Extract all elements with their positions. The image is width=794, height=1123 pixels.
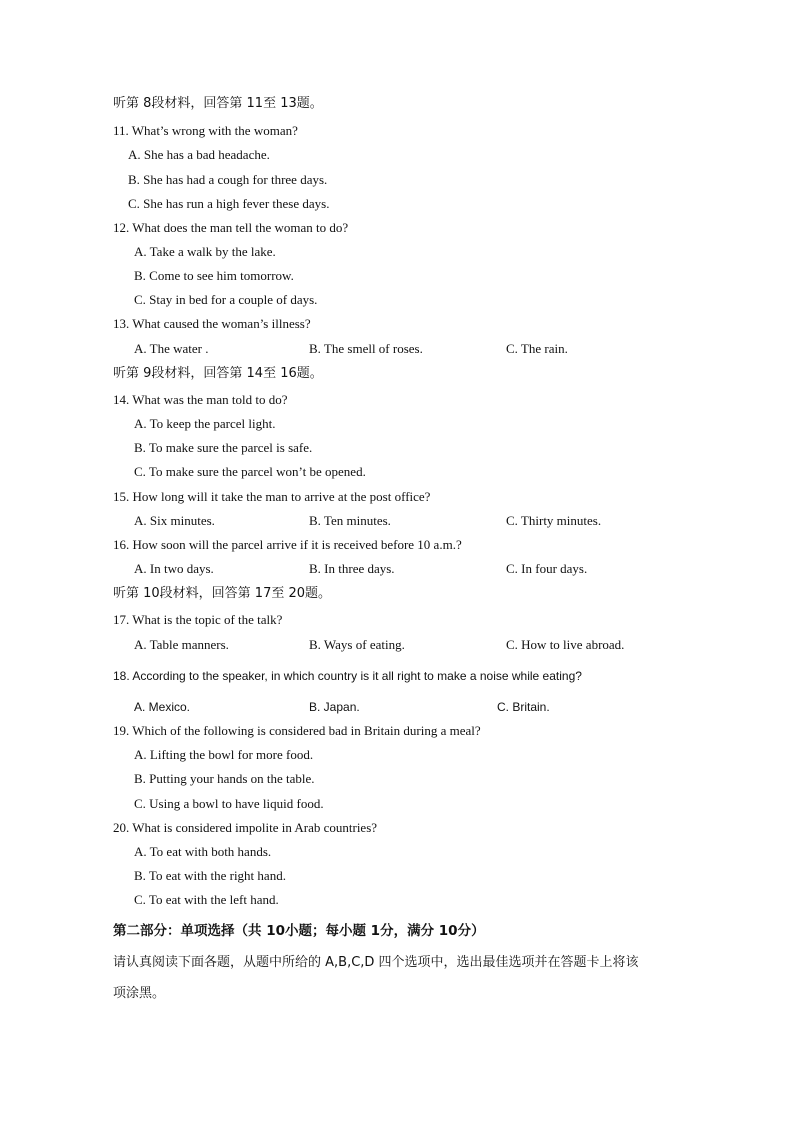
q11-option-a: A. She has a bad headache. — [128, 147, 270, 162]
q13-option-a: A. The water . — [134, 341, 209, 356]
section-header-8: 听第 8段材料，回答第 11至 13题。 — [113, 96, 323, 111]
q18-option-c: C. Britain. — [497, 700, 550, 714]
q12-option-c: C. Stay in bed for a couple of days. — [134, 292, 318, 307]
part2-instruction-line2: 项涂黑。 — [113, 986, 166, 1001]
section-header-10: 听第 10段材料，回答第 17至 20题。 — [113, 586, 332, 601]
q14-option-b: B. To make sure the parcel is safe. — [134, 440, 313, 455]
q16-option-a: A. In two days. — [134, 561, 214, 576]
question-12: 12. What does the man tell the woman to do? — [113, 220, 349, 235]
q11-option-b: B. She has had a cough for three days. — [128, 172, 328, 187]
q18-option-a: A. Mexico. — [134, 700, 191, 714]
question-20: 20. What is considered impolite in Arab countries? — [113, 820, 378, 835]
question-13: 13. What caused the woman’s illness? — [113, 316, 311, 331]
q14-option-c: C. To make sure the parcel won’t be opened. — [134, 464, 366, 479]
q19-option-a: A. Lifting the bowl for more food. — [134, 747, 314, 762]
q19-option-b: B. Putting your hands on the table. — [134, 771, 315, 786]
q12-option-a: A. Take a walk by the lake. — [134, 244, 276, 259]
q15-option-b: B. Ten minutes. — [309, 513, 391, 528]
question-16: 16. How soon will the parcel arrive if it is received before 10 a.m.? — [113, 537, 462, 552]
part2-instruction-line1: 请认真阅读下面各题，从题中所给的 A,B,C,D 四个选项中，选出最佳选项并在答题卡上将该 — [113, 955, 639, 970]
question-18: 18. According to the speaker, in which country is it all right to make a noise while eating? — [113, 669, 582, 683]
question-19: 19. Which of the following is considered bad in Britain during a meal? — [113, 723, 481, 738]
question-11: 11. What’s wrong with the woman? — [113, 123, 298, 138]
q11-option-c: C. She has run a high fever these days. — [128, 196, 330, 211]
q17-option-c: C. How to live abroad. — [506, 637, 625, 652]
q20-option-a: A. To eat with both hands. — [134, 844, 272, 859]
q17-option-a: A. Table manners. — [134, 637, 229, 652]
q14-option-a: A. To keep the parcel light. — [134, 416, 276, 431]
q13-option-c: C. The rain. — [506, 341, 568, 356]
question-14: 14. What was the man told to do? — [113, 392, 288, 407]
q18-option-b: B. Japan. — [309, 700, 360, 714]
q17-option-b: B. Ways of eating. — [309, 637, 405, 652]
section-header-9: 听第 9段材料，回答第 14至 16题。 — [113, 366, 323, 381]
q16-option-b: B. In three days. — [309, 561, 395, 576]
q15-option-c: C. Thirty minutes. — [506, 513, 602, 528]
question-17: 17. What is the topic of the talk? — [113, 612, 283, 627]
q15-option-a: A. Six minutes. — [134, 513, 215, 528]
q19-option-c: C. Using a bowl to have liquid food. — [134, 796, 324, 811]
part2-title: 第二部分：单项选择（共 10小题；每小题 1分，满分 10分） — [113, 923, 485, 939]
question-15: 15. How long will it take the man to arrive at the post office? — [113, 489, 431, 504]
q13-option-b: B. The smell of roses. — [309, 341, 423, 356]
q20-option-b: B. To eat with the right hand. — [134, 868, 286, 883]
q20-option-c: C. To eat with the left hand. — [134, 892, 279, 907]
q16-option-c: C. In four days. — [506, 561, 588, 576]
q12-option-b: B. Come to see him tomorrow. — [134, 268, 294, 283]
